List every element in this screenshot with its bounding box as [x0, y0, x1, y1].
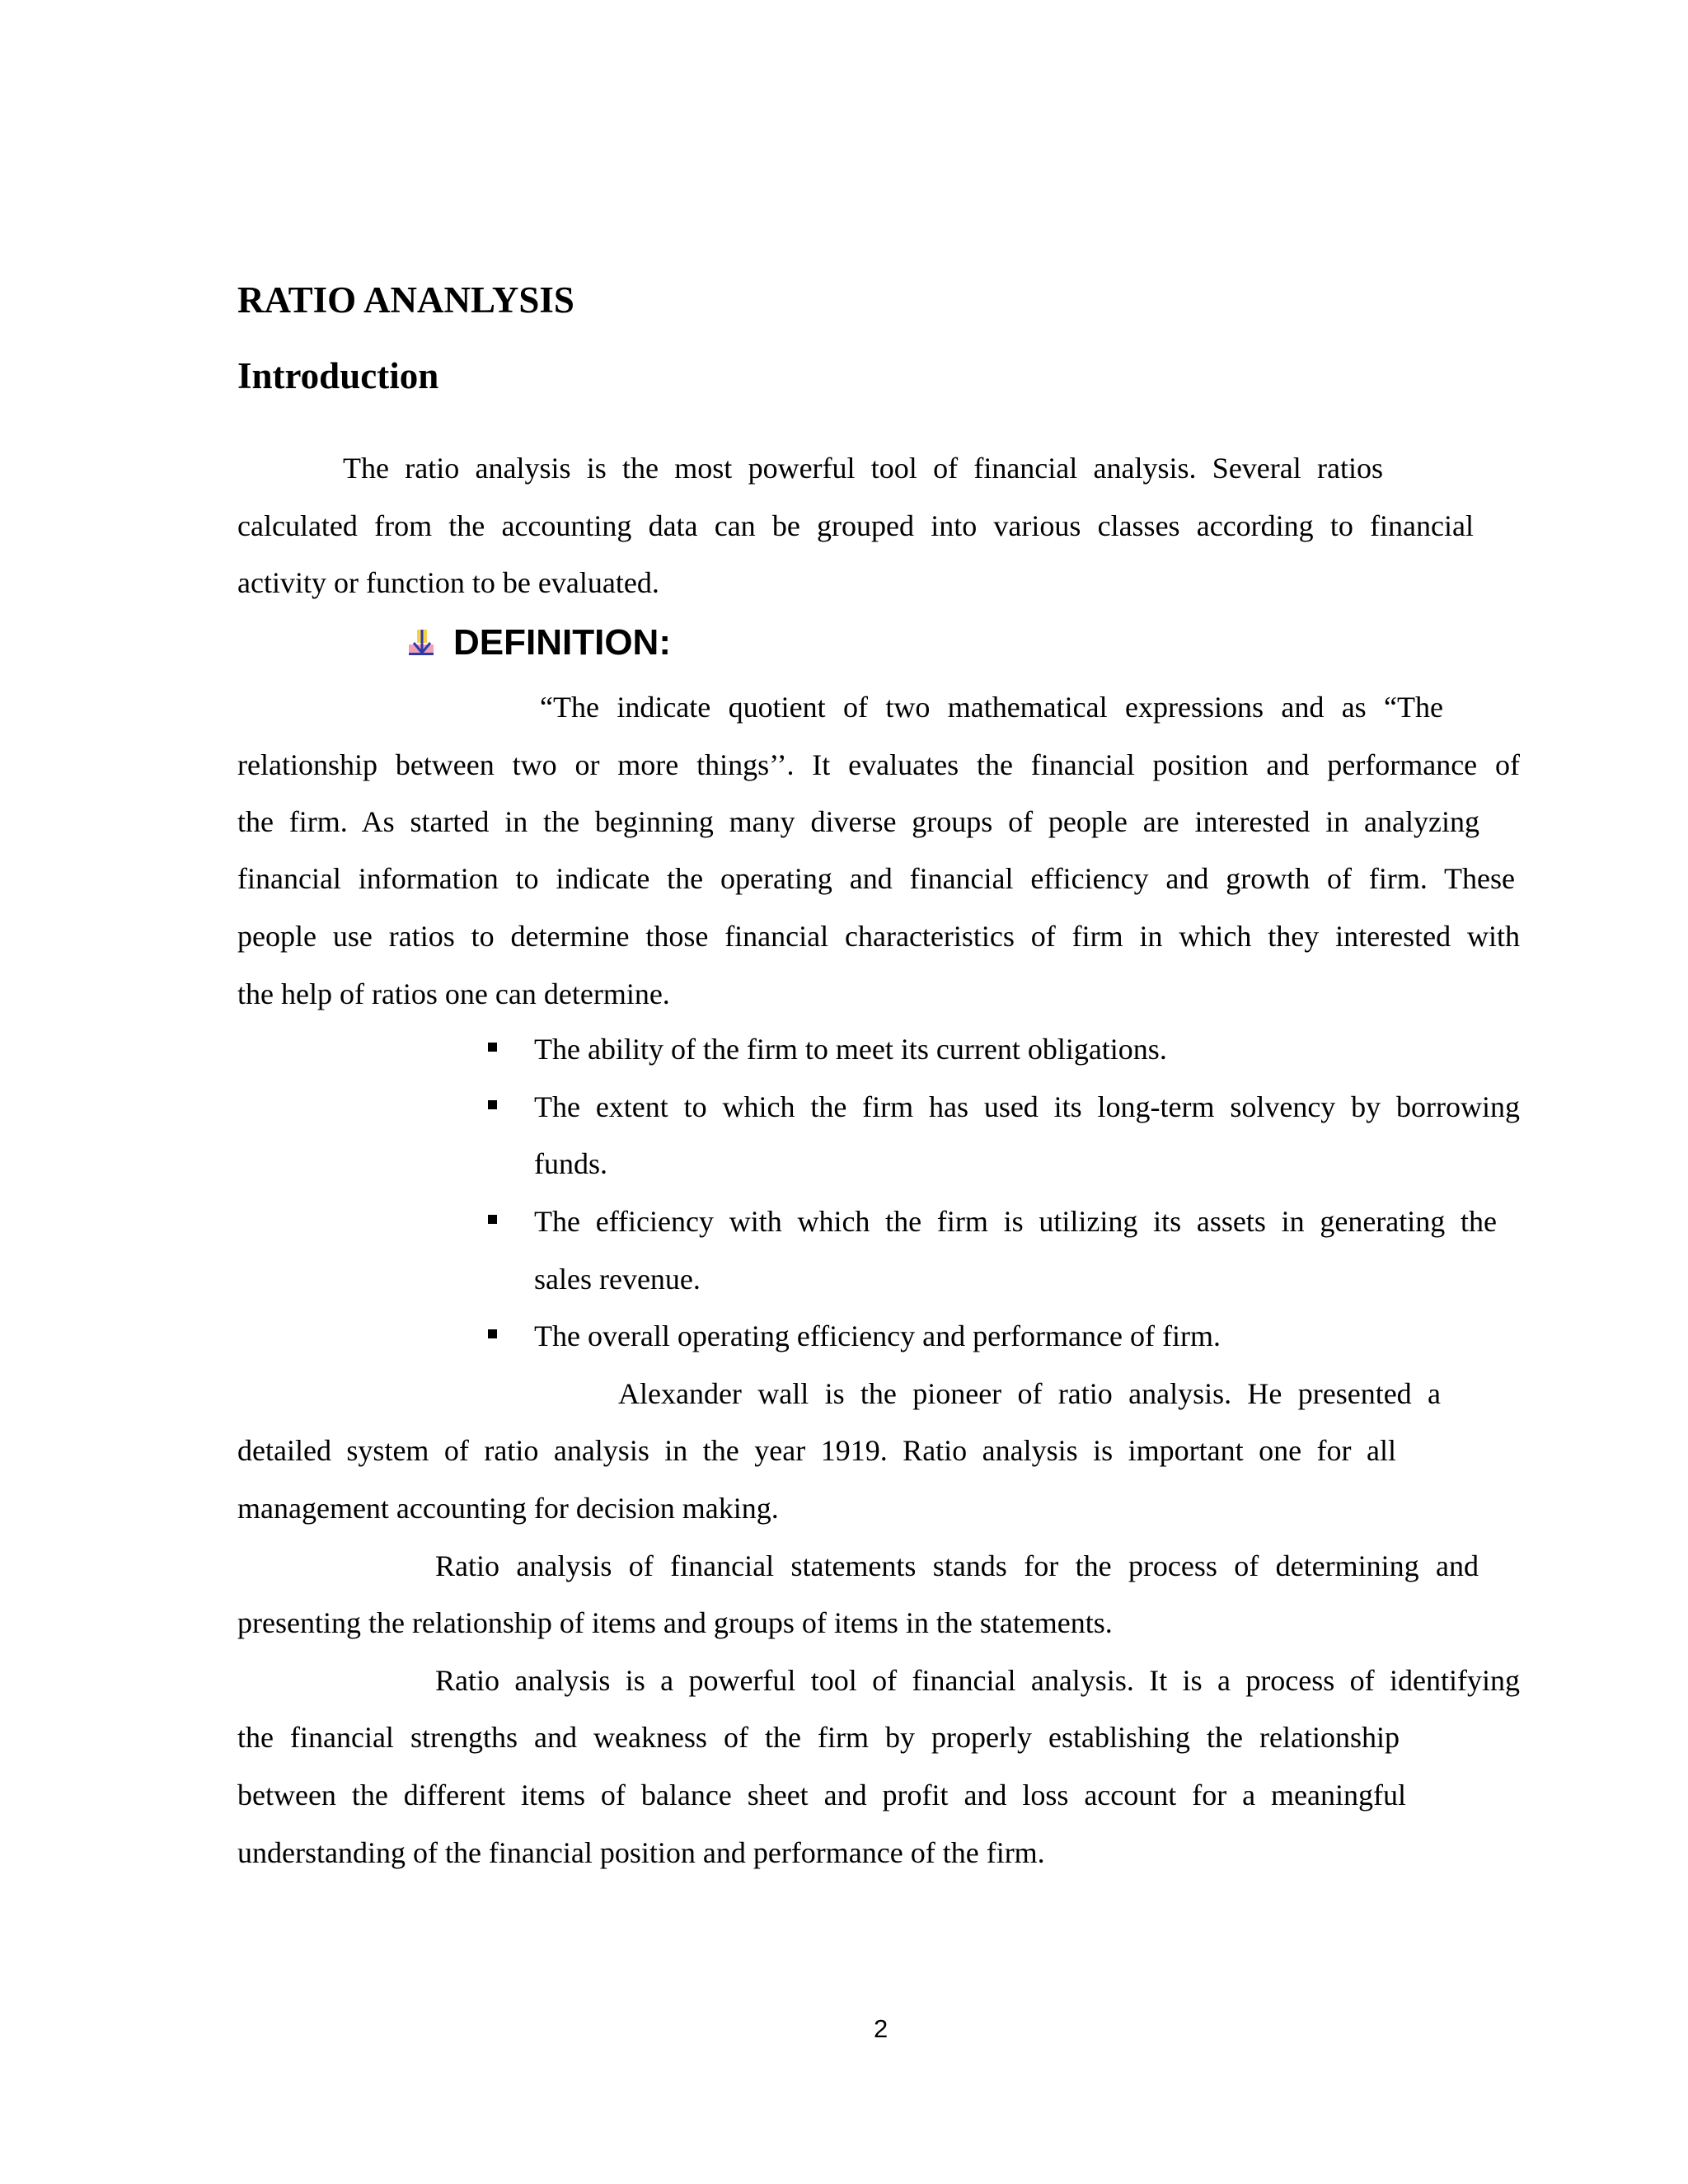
paragraph-line: presenting the relationship of items and groups of items in the statements.: [237, 1606, 1113, 1639]
paragraph-line: management accounting for decision making.: [237, 1492, 779, 1525]
list-item-text: The extent to which the firm has used its long-term solvency by borrowing: [534, 1090, 1520, 1123]
definition-line: financial information to indicate the operating and financial efficiency and growth of firm. These: [237, 862, 1515, 895]
definition-line: the firm. As started in the beginning many diverse groups of people are interested in analyzing: [237, 805, 1479, 838]
list-item-text: funds.: [534, 1147, 607, 1180]
definition-line: relationship between two or more things’’. It evaluates the financial position and performance of: [237, 748, 1520, 781]
square-bullet-icon: [488, 1215, 497, 1224]
definition-line: people use ratios to determine those financial characteristics of firm in which they interested with: [237, 920, 1520, 953]
document-title: RATIO ANANLYSIS: [237, 279, 574, 321]
intro-line: calculated from the accounting data can be grouped into various classes according to financial: [237, 509, 1474, 542]
paragraph-line: detailed system of ratio analysis in the year 1919. Ratio analysis is important one for all: [237, 1434, 1396, 1467]
list-item-text: The efficiency with which the firm is utilizing its assets in generating the: [534, 1205, 1497, 1238]
paragraph-line: understanding of the financial position and performance of the firm.: [237, 1836, 1045, 1869]
list-item-text: The ability of the firm to meet its current obligations.: [534, 1033, 1167, 1066]
page-number: 2: [874, 2014, 889, 2043]
paragraph-line: the financial strengths and weakness of the firm by properly establishing the relationship: [237, 1721, 1400, 1754]
section-heading-introduction: Introduction: [237, 355, 439, 396]
definition-heading: [406, 622, 671, 663]
arrow-down-icon: [406, 626, 438, 659]
intro-line: The ratio analysis is the most powerful tool of financial analysis. Several ratios: [343, 452, 1383, 485]
paragraph-line: Alexander wall is the pioneer of ratio analysis. He presented a: [618, 1377, 1441, 1410]
list-item-text: sales revenue.: [534, 1263, 701, 1296]
paragraph-line: between the different items of balance sheet and profit and loss account for a meaningful: [237, 1779, 1406, 1811]
definition-label: DEFINITION:: [453, 622, 671, 663]
list-item-text: The overall operating efficiency and performance of firm.: [534, 1319, 1221, 1352]
intro-line: activity or function to be evaluated.: [237, 566, 659, 599]
square-bullet-icon: [488, 1329, 497, 1338]
definition-line: “The indicate quotient of two mathematical expressions and as “The: [540, 691, 1443, 724]
paragraph-line: Ratio analysis is a powerful tool of financial analysis. It is a process of identifying: [435, 1664, 1520, 1697]
paragraph-line: Ratio analysis of financial statements stands for the process of determining and: [435, 1549, 1479, 1582]
definition-line: the help of ratios one can determine.: [237, 977, 670, 1010]
square-bullet-icon: [488, 1043, 497, 1052]
square-bullet-icon: [488, 1100, 497, 1109]
